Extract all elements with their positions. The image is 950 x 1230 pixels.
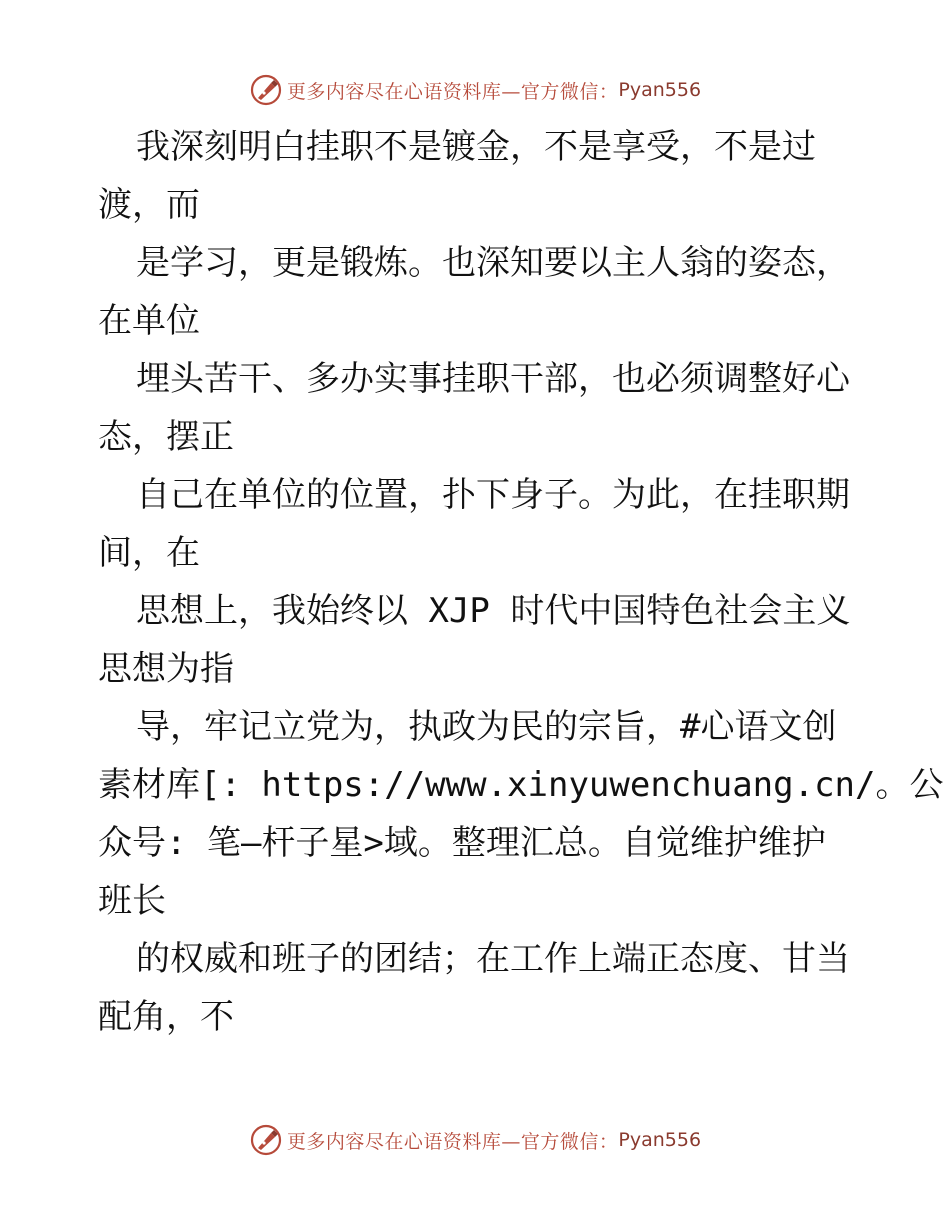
document-body xyxy=(98,118,944,1046)
footer-banner xyxy=(0,1122,950,1158)
header-banner xyxy=(0,72,950,108)
footer-banner-text: 更多内容尽在心语资料库—官方微信： xyxy=(286,1130,619,1153)
body-line: 素材库[: https://www.xinyuwenchuang.cn/。公 xyxy=(98,765,944,805)
body-line: 间，在 xyxy=(98,533,200,573)
body-line: 我深刻明白挂职不是镀金，不是享受，不是过 xyxy=(136,127,816,167)
pen-nib-logo-icon xyxy=(249,73,283,107)
body-line: 态，摆正 xyxy=(98,417,234,457)
body-line: 自己在单位的位置，扑下身子。为此，在挂职期 xyxy=(136,475,850,515)
body-line: 导，牢记立党为，执政为民的宗旨，#心语文创 xyxy=(136,707,837,747)
footer-wechat-id: Pyan556 xyxy=(618,1129,702,1151)
body-line: 配角，不 xyxy=(98,997,234,1037)
body-line: 渡，而 xyxy=(98,185,200,225)
body-line: 班长 xyxy=(98,881,166,921)
body-line: 在单位 xyxy=(98,301,200,341)
pen-nib-logo-icon xyxy=(249,1123,283,1157)
body-line: 众号: 笔—杆子星>域。整理汇总。自觉维护维护 xyxy=(98,823,826,863)
body-line: 思想为指 xyxy=(98,649,234,689)
body-line: 埋头苦干、多办实事挂职干部，也必须调整好心 xyxy=(136,359,850,399)
body-line: 是学习，更是锻炼。也深知要以主人翁的姿态， xyxy=(136,243,850,283)
body-line: 思想上，我始终以 XJP 时代中国特色社会主义 xyxy=(136,591,851,631)
header-banner-text: 更多内容尽在心语资料库—官方微信： xyxy=(286,80,619,103)
header-wechat-id: Pyan556 xyxy=(618,79,702,101)
body-line: 的权威和班子的团结；在工作上端正态度、甘当 xyxy=(136,939,850,979)
